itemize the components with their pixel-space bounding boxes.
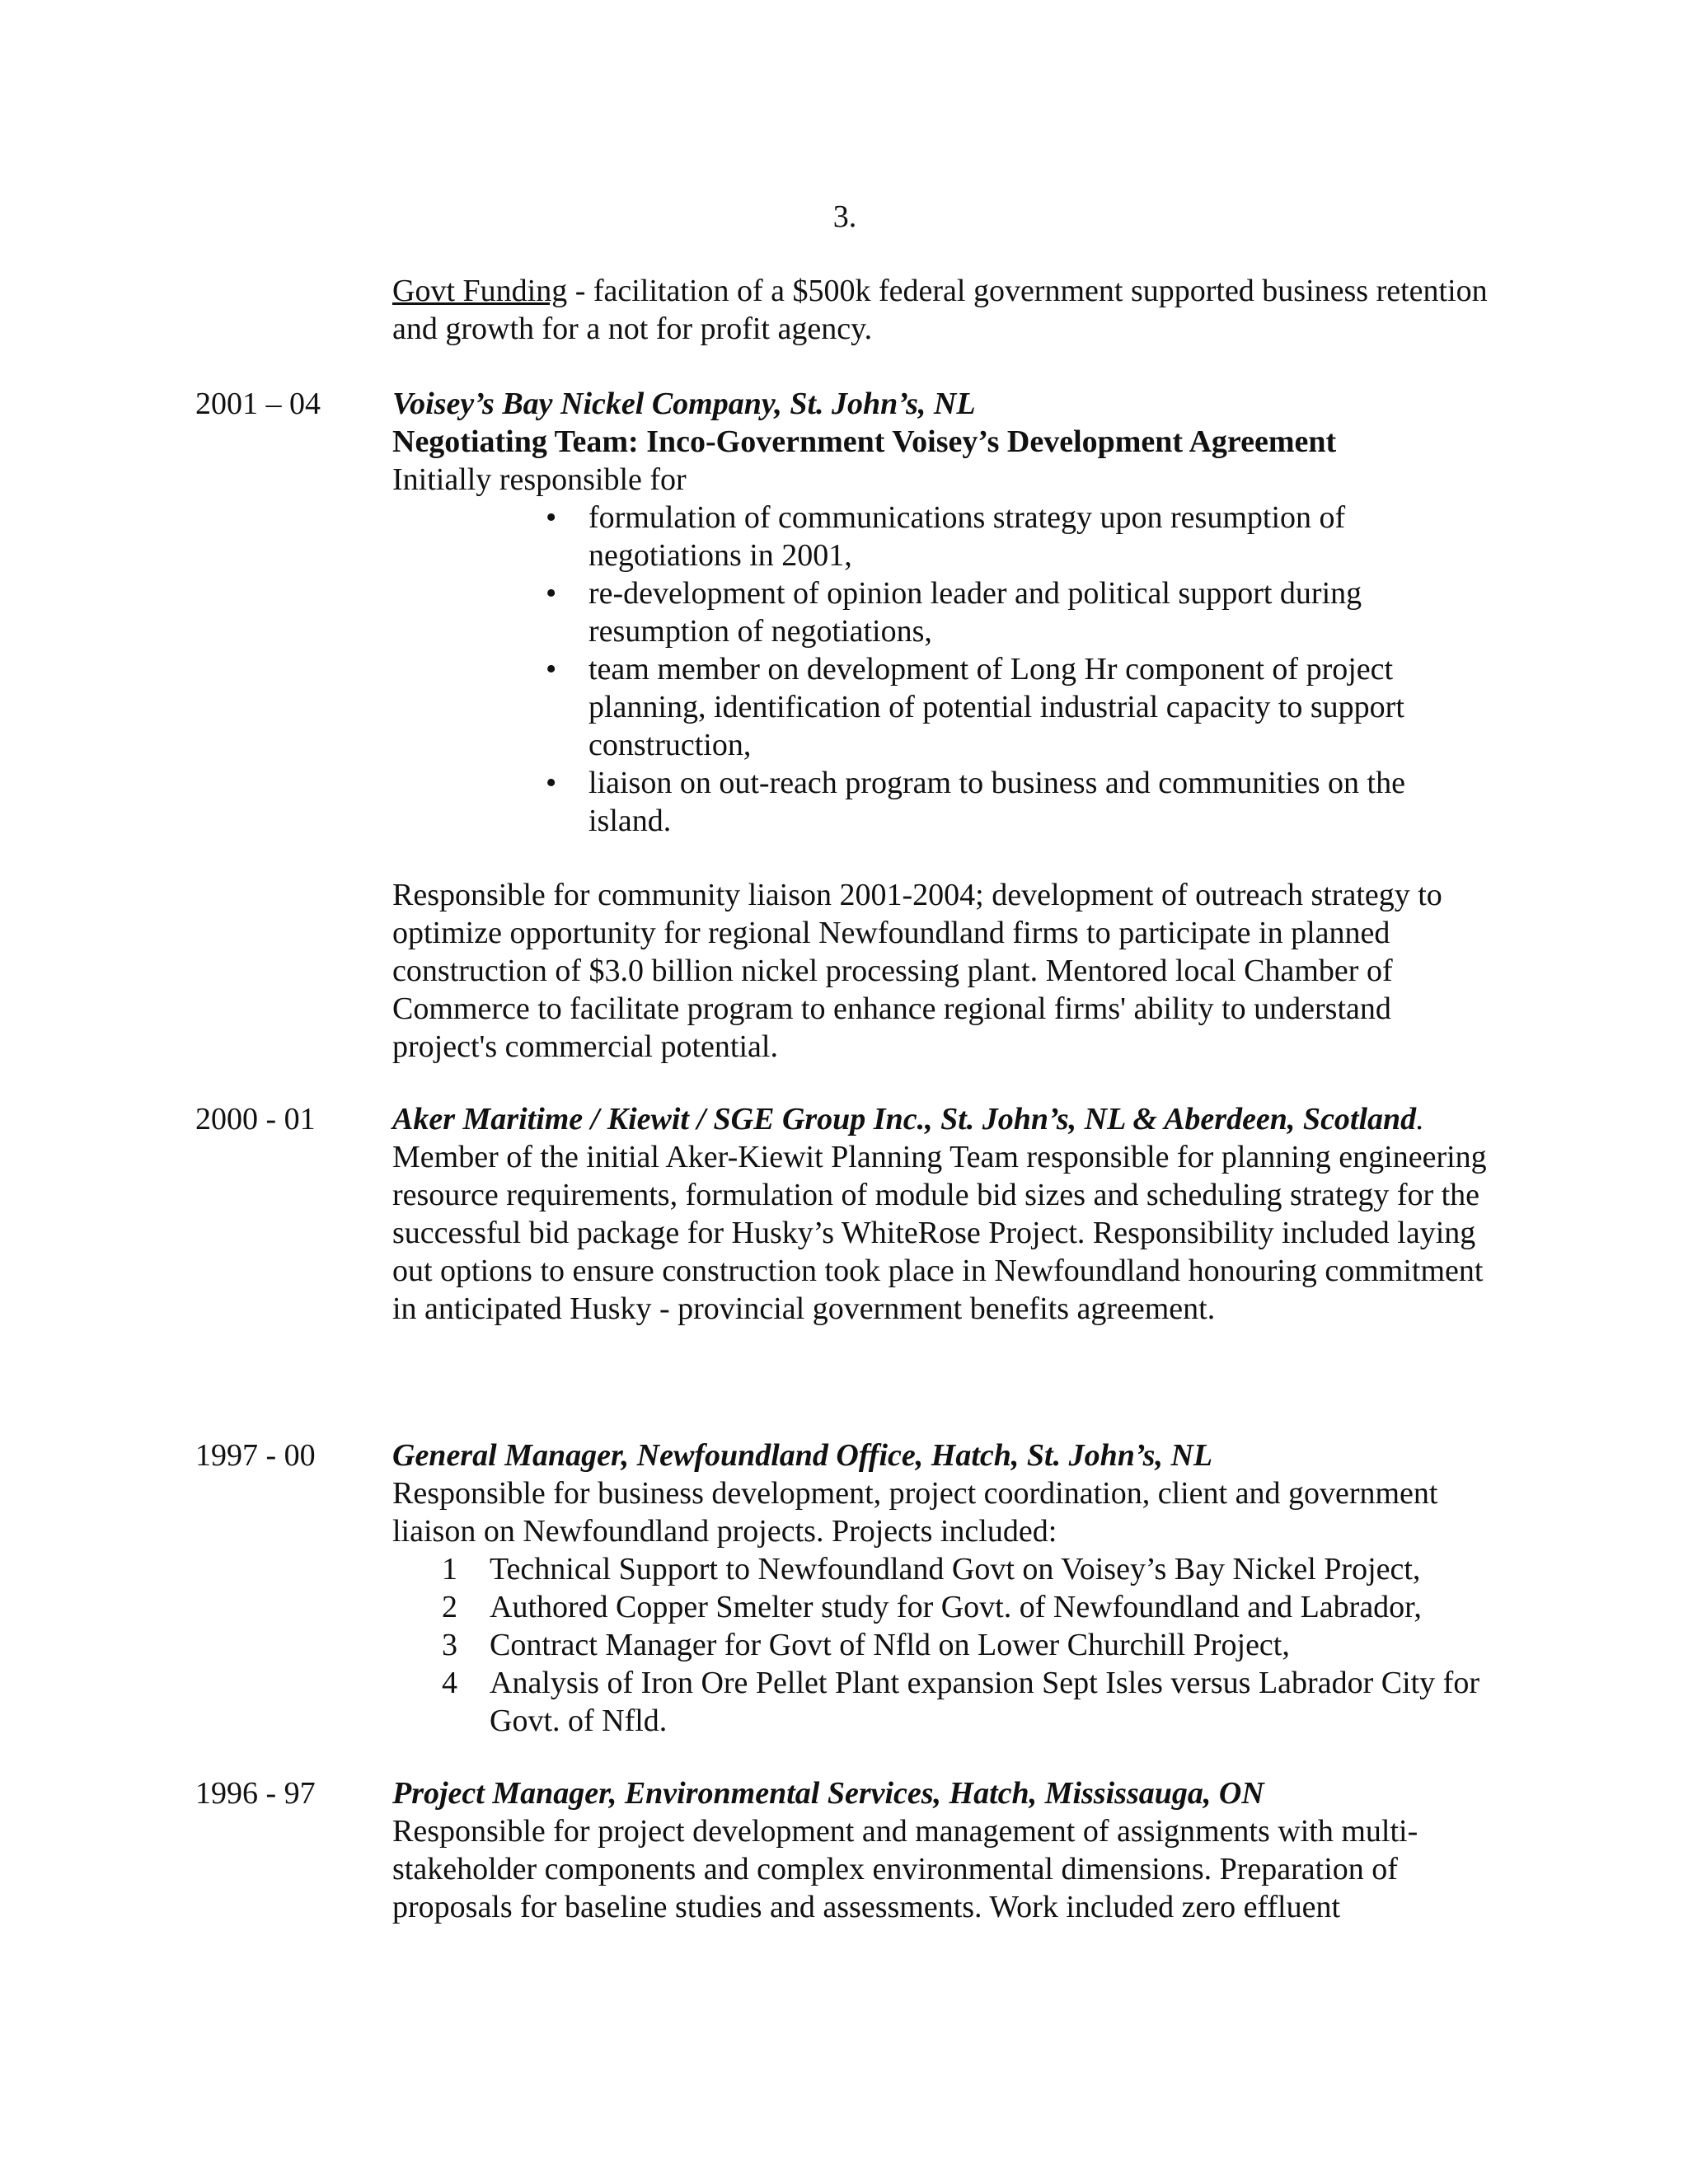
entry-aker-maritime xyxy=(392,1100,1489,1328)
list-item-text: Analysis of Iron Ore Pellet Plant expansion Sept Isles versus Labrador City for Govt. of Nfld. xyxy=(490,1666,1479,1738)
govt-funding-paragraph xyxy=(392,272,1489,348)
bullet-icon: • xyxy=(546,500,557,535)
list-item-number: 1 xyxy=(442,1552,457,1586)
page-number: 3. xyxy=(832,199,857,234)
entry-company: Voisey’s Bay Nickel Company, St. John’s, NL xyxy=(392,387,976,421)
entry-company: General Manager, Newfoundland Office, Hatch, St. John’s, NL xyxy=(392,1438,1213,1473)
list-item-number: 2 xyxy=(442,1590,457,1624)
entry-paragraph: Responsible for business development, project coordination, client and government liaison on Newfoundland projects. Projects included: xyxy=(392,1476,1438,1549)
list-item xyxy=(392,499,1489,574)
entry-paragraph: Member of the initial Aker-Kiewit Planning Team responsible for planning engineering resource requirements, formulation of module bid sizes and scheduling strategy for the successful bid package for Husky’s WhiteRose Project. Responsibility included laying out options to ensure construction took place in Newfoundland honouring commitment in anticipated Husky - provincial government benefits agreement. xyxy=(392,1140,1487,1326)
entry-intro: Initially responsible for xyxy=(392,462,687,497)
entry-company-suffix: . xyxy=(1416,1102,1424,1137)
list-item-text: Authored Copper Smelter study for Govt. of Newfoundland and Labrador, xyxy=(490,1590,1422,1624)
list-item-text: liaison on out-reach program to business and communities on the island. xyxy=(588,766,1405,838)
govt-funding-text: - facilitation of a $500k federal government supported business retention and growth for a not for profit agency. xyxy=(392,274,1488,346)
entry-project-manager xyxy=(392,1774,1489,1926)
projects-list xyxy=(392,1550,1489,1740)
list-item xyxy=(392,1550,1489,1588)
entry-voiseys-bay xyxy=(392,385,1489,840)
bullet-icon: • xyxy=(546,576,557,611)
list-item-text: Technical Support to Newfoundland Govt on Voisey’s Bay Nickel Project, xyxy=(490,1552,1421,1586)
list-item xyxy=(392,1588,1489,1626)
entry-company: Project Manager, Environmental Services, Hatch, Mississauga, ON xyxy=(392,1776,1264,1811)
list-item-text: Contract Manager for Govt of Nfld on Lower Churchill Project, xyxy=(490,1628,1290,1662)
responsibility-list xyxy=(392,499,1489,840)
list-item xyxy=(392,764,1489,840)
list-item xyxy=(392,574,1489,650)
list-item xyxy=(392,1626,1489,1664)
list-item-number: 3 xyxy=(442,1628,457,1662)
entry-year: 1996 - 97 xyxy=(195,1776,316,1811)
list-item-number: 4 xyxy=(442,1666,457,1700)
list-item-text: formulation of communications strategy upon resumption of negotiations in 2001, xyxy=(588,500,1346,573)
entry-paragraph: Responsible for community liaison 2001-2004; development of outreach strategy to optimize opportunity for regional Newfoundland firms to participate in planned construction of $3.0 billion nickel processing plant. Mentored local Chamber of Commerce to facilitate program to enhance regional firms' ability to understand project's commercial potential. xyxy=(392,878,1442,1064)
list-item-text: re-development of opinion leader and political support during resumption of negotiations, xyxy=(588,576,1362,649)
list-item xyxy=(392,650,1489,764)
list-item-text: team member on development of Long Hr component of project planning, identification of potential industrial capacity to support construction, xyxy=(588,652,1404,762)
bullet-icon: • xyxy=(546,652,557,687)
entry-role: Negotiating Team: Inco-Government Voisey’s Development Agreement xyxy=(392,424,1337,459)
entry-year: 2000 - 01 xyxy=(195,1102,316,1137)
govt-funding-label: Govt Funding xyxy=(392,274,568,308)
entry-company: Aker Maritime / Kiewit / SGE Group Inc., St. John’s, NL & Aberdeen, Scotland xyxy=(392,1102,1417,1137)
list-item xyxy=(392,1664,1489,1740)
entry-year: 2001 – 04 xyxy=(195,387,321,421)
entry-paragraph: Responsible for project development and management of assignments with multi-stakeholder components and complex environmental dimensions. Preparation of proposals for baseline studies and assessments. Work included zero effluent xyxy=(392,1814,1418,1924)
entry-general-manager xyxy=(392,1436,1489,1740)
bullet-icon: • xyxy=(546,766,557,800)
community-liaison-paragraph xyxy=(392,876,1489,1066)
entry-year: 1997 - 00 xyxy=(195,1438,316,1473)
